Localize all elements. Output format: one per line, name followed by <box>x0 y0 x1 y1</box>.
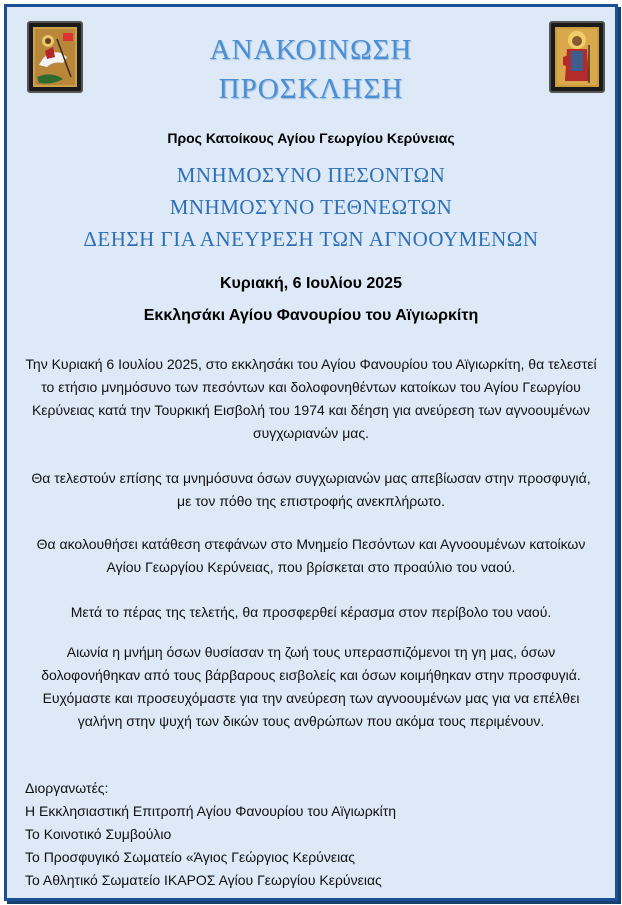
event-memorial-fallen: ΜΝΗΜΟΣΥΝΟ ΠΕΣΟΝΤΩΝ <box>176 163 446 187</box>
organizers-heading: Διοργανωτές: <box>25 780 109 796</box>
invitation-title: ΠΡΟΣΚΛΗΣΗ <box>218 73 404 105</box>
organizer-item: Το Προσφυγικό Σωματείο «Άγιος Γεώργιος Κερύνειας <box>25 849 356 865</box>
event-location: Εκκλησάκι Αγίου Φανουρίου του Αϊγιωρκίτη <box>143 307 479 324</box>
paragraph-eternal-memory: Αιωνία η μνήμη όσων θυσίασαν τη ζωή τους υπερασπιζόμενοι τη γη μας, όσων δολοφονήθηκαν από τους βάρβαρους εισβολείς και όσων κοιμήθηκαν στην προσφυγιά. Ευχόμαστε και προσευχόμαστε για την ανεύρεση των αγνοουμένων μας για να επέλθει γαλήνη στην ψυχή των δικών τους ανθρώπων που ακόμα τους περιμένουν. <box>41 644 581 729</box>
organizers-section <box>25 777 605 892</box>
organizer-item: Το Αθλητικό Σωματείο ΙΚΑΡΟΣ Αγίου Γεωργίου Κερύνειας <box>25 872 382 888</box>
event-date: Κυριακή, 6 Ιουλίου 2025 <box>220 275 402 292</box>
organizer-item: Το Κοινοτικό Συμβούλιο <box>25 826 172 842</box>
announcement-title: ΑΝΑΚΟΙΝΩΣΗ <box>209 34 413 66</box>
event-memorial-deceased: ΜΝΗΜΟΣΥΝΟ ΤΕΘΝΕΩΤΩΝ <box>169 195 453 219</box>
paragraph-reception: Μετά το πέρας της τελετής, θα προσφερθεί κέρασμα στον περίβολο του ναού. <box>70 604 552 620</box>
paragraph-wreath-laying: Θα ακολουθήσει κατάθεση στεφάνων στο Μνημείο Πεσόντων και Αγνοουμένων κατοίκων Αγίου Γεωργίου Κερύνειας, που βρίσκεται στο προαύλιο του ναού. <box>36 536 586 575</box>
announcement-page <box>4 4 618 901</box>
addressee-line: Προς Κατοίκους Αγίου Γεωργίου Κερύνειας <box>167 130 455 146</box>
paragraph-intro: Την Κυριακή 6 Ιουλίου 2025, στο εκκλησάκι του Αγίου Φανουρίου του Αϊγιωρκίτη, θα τελεστεί το ετήσιο μνημόσυνο των πεσόντων και δολοφονηθέντων κατοίκων του Αγίου Γεωργίου Κερύνειας κατά την Τουρκική Εισβολή του 1974 και δέηση για ανεύρεση των αγνοουμένων συγχωριανών μας. <box>25 356 597 441</box>
paragraph-refugee-memorials: Θα τελεστούν επίσης τα μνημόσυνα όσων συγχωριανών μας απεβίωσαν στην προσφυγιά, με τον πόθο της επιστροφής ανεκπλήρωτο. <box>31 470 591 509</box>
event-prayer-missing: ΔΕΗΣΗ ΓΙΑ ΑΝΕΥΡΕΣΗ ΤΩΝ ΑΓΝΟΟΥΜΕΝΩΝ <box>83 227 539 251</box>
organizer-item: Η Εκκλησιαστική Επιτροπή Αγίου Φανουρίου του Αϊγιωρκίτη <box>25 803 397 819</box>
